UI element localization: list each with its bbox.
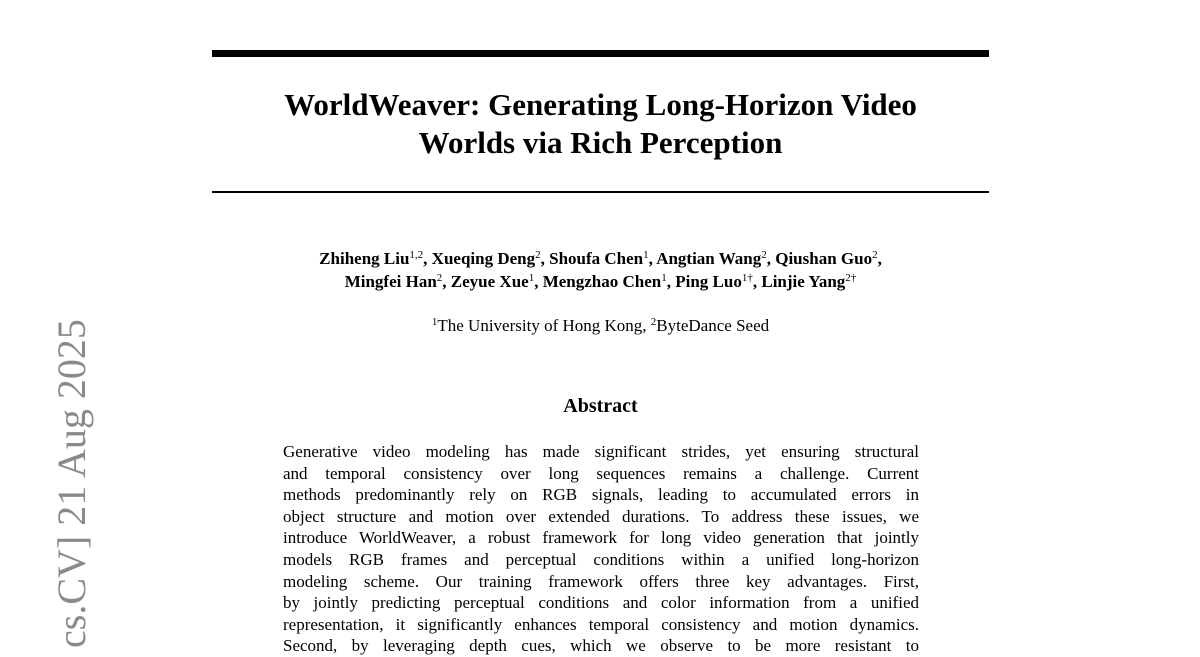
abstract-line: Generative video modeling has made significant strides, yet ensuring structural	[283, 442, 919, 461]
author-affiliation-mark: 2	[872, 249, 878, 261]
author-line	[212, 270, 989, 293]
affiliation-separator: ,	[642, 316, 651, 335]
abstract-line: object structure and motion over extended durations. To address these issues, we	[283, 506, 919, 526]
author-separator: ,	[648, 249, 657, 268]
author-name: Qiushan Guo	[775, 249, 873, 268]
arxiv-category: cs.CV]	[49, 525, 94, 648]
author-affiliation-mark: 1	[528, 272, 535, 284]
author-separator: ,	[877, 249, 882, 268]
abstract-body	[283, 441, 919, 657]
author-separator: ,	[666, 272, 676, 291]
author-affiliation-mark: 2	[436, 272, 443, 284]
abstract-line: modeling scheme. Our training framework offers three key advantages. First,	[283, 571, 919, 591]
author-separator: ,	[423, 249, 432, 268]
abstract-line: models RGB frames and perceptual conditions within a unified long-horizon	[283, 549, 919, 569]
author-affiliation-mark: 2	[535, 249, 541, 261]
affiliation-mark: 2	[650, 316, 657, 328]
title-top-rule	[212, 50, 989, 57]
author-separator: ,	[442, 272, 451, 291]
paper-title	[212, 86, 989, 162]
author-affiliation-mark: 1,2	[409, 249, 424, 261]
author-affiliation-mark: 1	[643, 249, 649, 261]
author-separator: ,	[752, 272, 762, 291]
author-name: Linjie Yang	[761, 272, 846, 291]
author-affiliation-mark: 1†	[741, 272, 753, 284]
abstract-line: and temporal consistency over long sequences remains a challenge. Current	[283, 463, 919, 483]
author-separator: ,	[766, 249, 776, 268]
author-name: Zhiheng Liu	[319, 249, 410, 268]
author-line	[212, 247, 989, 270]
abstract-line: introduce WorldWeaver, a robust framework for long video generation that jointly	[283, 528, 919, 548]
author-name: Mengzhao Chen	[542, 272, 662, 291]
author-affiliation-mark: 2	[761, 249, 767, 261]
arxiv-identifier-stamp	[49, 319, 94, 648]
affiliation-name: The University of Hong Kong	[437, 316, 643, 335]
author-separator: ,	[540, 249, 550, 268]
affiliations	[212, 315, 989, 337]
author-affiliation-mark: 2†	[845, 272, 857, 284]
author-name: Shoufa Chen	[549, 249, 644, 268]
abstract-line: methods predominantly rely on RGB signals, leading to accumulated errors in	[283, 485, 919, 505]
title-bottom-rule	[212, 191, 989, 193]
title-line: WorldWeaver: Generating Long-Horizon Video	[284, 87, 917, 122]
author-separator: ,	[534, 272, 543, 291]
author-name: Xueqing Deng	[431, 249, 536, 268]
abstract-line: Second, by leveraging depth cues, which we observe to be more resistant to	[283, 636, 919, 656]
affiliation-mark: 1	[431, 316, 438, 328]
abstract-heading: Abstract	[563, 395, 638, 417]
author-affiliation-mark: 1	[661, 272, 667, 284]
abstract-line: representation, it significantly enhances temporal consistency and motion dynamics.	[283, 614, 919, 634]
title-line: Worlds via Rich Perception	[418, 125, 783, 160]
author-list	[212, 247, 989, 293]
abstract-line: by jointly predicting perceptual conditions and color information from a unified	[283, 593, 919, 613]
author-name: Ping Luo	[675, 272, 742, 291]
author-name: Zeyue Xue	[450, 272, 529, 291]
author-name: Mingfei Han	[344, 272, 437, 291]
author-name: Angtian Wang	[656, 249, 762, 268]
affiliation-name: ByteDance Seed	[656, 316, 770, 335]
arxiv-date: 21 Aug 2025	[49, 319, 94, 526]
